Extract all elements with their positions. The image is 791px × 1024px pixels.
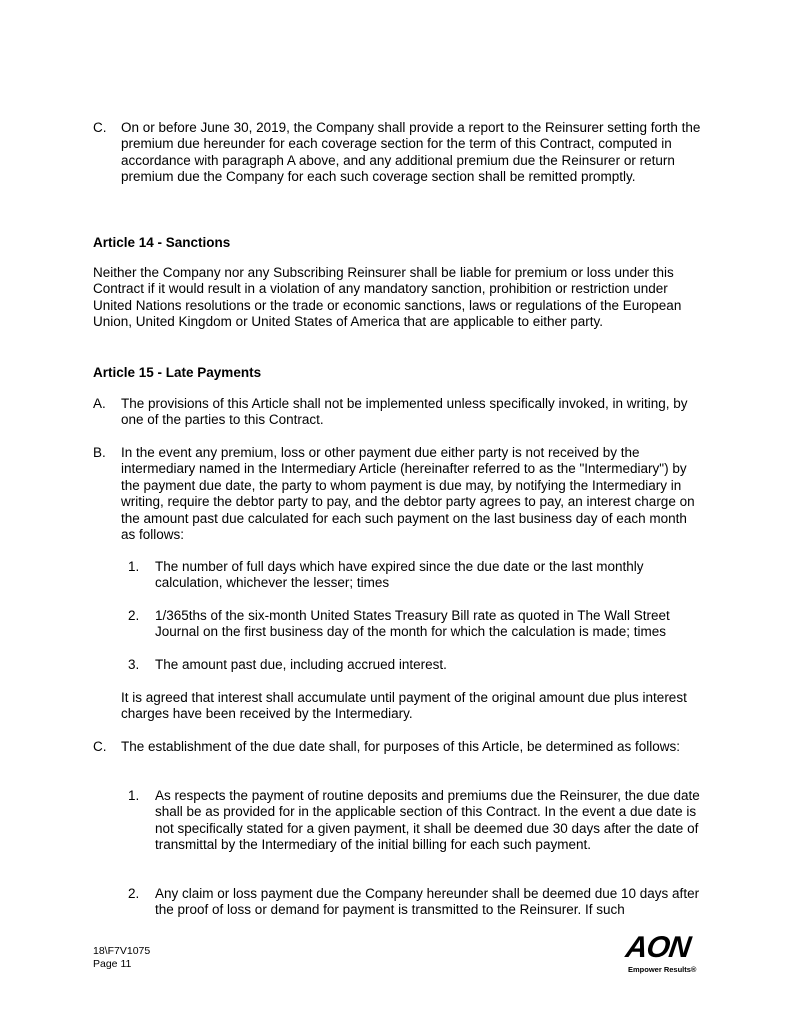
footer	[93, 945, 150, 970]
article-15-clause-c	[93, 739, 713, 773]
item-label: 1.	[128, 788, 140, 803]
clause-b-item-1	[128, 559, 713, 593]
article-15-clause-b	[93, 445, 713, 545]
article-14-heading: Article 14 - Sanctions	[93, 235, 231, 250]
clause-c-item-2	[128, 886, 713, 920]
item-text: As respects the payment of routine deposits and premiums due the Reinsurer, the due date shall be as provided for in the applicable section of this Contract. In the event a due date is not specifically stated for a given payment, it shall be deemed due 30 days after the date of transmittal by the Intermediary of the initial billing for each such payment.	[155, 788, 700, 853]
clause-b-item-3	[128, 657, 713, 674]
clause-text: The establishment of the due date shall, for purposes of this Article, be determined as follows:	[121, 739, 681, 754]
clause-label: A.	[93, 396, 106, 411]
item-label: 3.	[128, 657, 140, 672]
clause-c-top	[93, 120, 713, 202]
clause-text: On or before June 30, 2019, the Company shall provide a report to the Reinsurer setting forth the premium due hereunder for each coverage section for the term of this Contract, computed in accordance with paragraph A above, and any additional premium due the Reinsurer or return premium due the Company for each such coverage section shall be remitted promptly.	[121, 120, 701, 185]
clause-c-item-1	[128, 788, 713, 872]
clause-b-closing: It is agreed that interest shall accumulate until payment of the original amount due plus interest charges have been received by the Intermediary.	[121, 690, 687, 722]
clause-label: B.	[93, 445, 106, 460]
logo-tagline: Empower Results®	[628, 965, 697, 974]
clause-label: C.	[93, 739, 107, 754]
item-text: The amount past due, including accrued interest.	[155, 657, 447, 672]
article-15-clause-a	[93, 396, 713, 430]
item-label: 2.	[128, 608, 140, 623]
clause-text: In the event any premium, loss or other payment due either party is not received by the intermediary named in the Intermediary Article (hereinafter referred to as the "Intermediary") by the payment due date, the party to whom payment is due may, by notifying the Intermediary in writing, require the debtor party to pay, and the debtor party agrees to pay, an interest charge on the amount past due calculated for each such payment on the last business day of each month as follows:	[121, 445, 695, 543]
item-text: Any claim or loss payment due the Company hereunder shall be deemed due 10 days after the proof of loss or demand for payment is transmitted to the Reinsurer. If such	[155, 886, 700, 918]
item-text: The number of full days which have expired since the due date or the last monthly calculation, whichever the lesser; times	[155, 559, 644, 591]
clause-label: C.	[93, 120, 107, 135]
document-id: 18\F7V1075	[93, 945, 151, 957]
logo-wordmark: AON	[623, 931, 693, 964]
page-number: Page 11	[93, 957, 132, 970]
item-label: 2.	[128, 886, 140, 901]
article-15-heading: Article 15 - Late Payments	[93, 365, 262, 380]
clause-text: The provisions of this Article shall not be implemented unless specifically invoked, in writing, by one of the parties to this Contract.	[121, 396, 688, 428]
article-14-text: Neither the Company nor any Subscribing Reinsurer shall be liable for premium or loss under this Contract if it would result in a violation of any mandatory sanction, prohibition or restriction under United Nations resolutions or the trade or economic sanctions, laws or regulations of the European Union, United Kingdom or United States of America that are applicable to either party.	[93, 265, 682, 330]
item-text: 1/365ths of the six-month United States Treasury Bill rate as quoted in The Wall Street Journal on the first business day of the month for which the calculation is made; times	[155, 608, 670, 640]
clause-b-item-2	[128, 608, 713, 642]
item-label: 1.	[128, 559, 140, 574]
aon-logo	[623, 931, 698, 974]
